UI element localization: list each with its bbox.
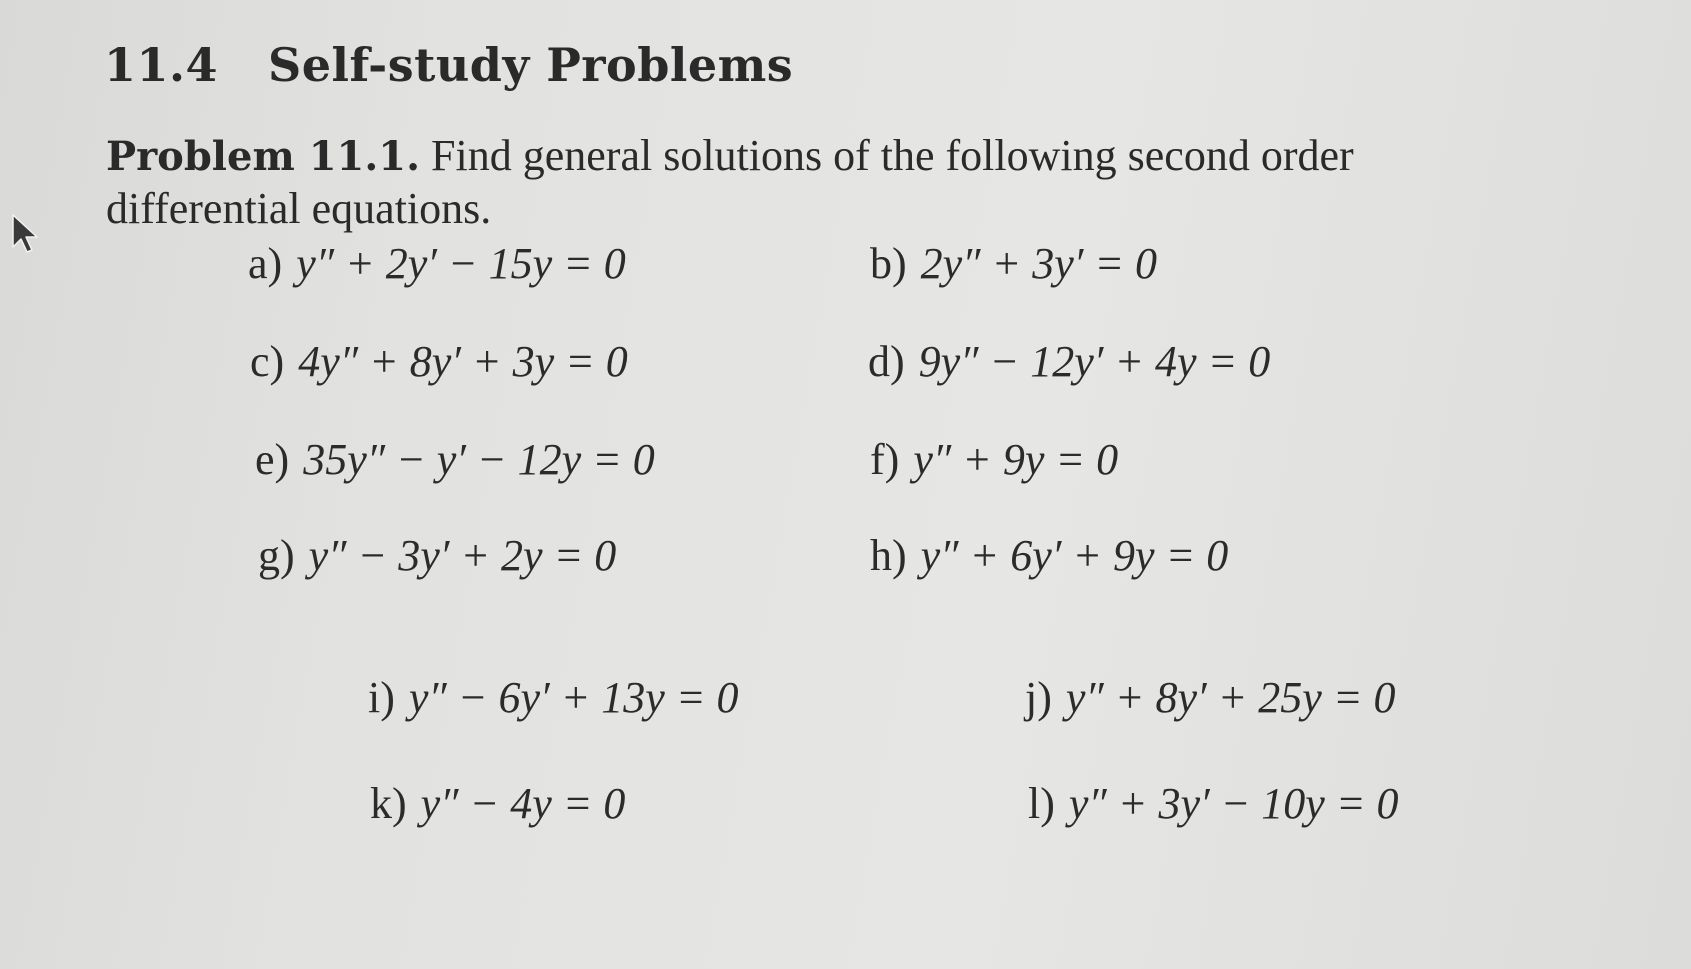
equation-label: e)	[255, 435, 290, 484]
equation-expression: 2y″ + 3y′ = 0	[920, 239, 1158, 288]
equation-label: l)	[1028, 779, 1055, 828]
equation-expression: y″ − 6y′ + 13y = 0	[408, 673, 739, 722]
section-number: 11.4	[104, 38, 219, 92]
equation-f	[870, 434, 1118, 485]
problem-statement	[106, 130, 1486, 235]
equation-g	[258, 530, 616, 581]
equation-expression: 4y″ + 8y′ + 3y = 0	[298, 337, 628, 386]
equation-e	[255, 434, 655, 485]
equation-a	[248, 238, 626, 289]
equation-label: i)	[368, 673, 395, 722]
equation-expression: y″ + 2y′ − 15y = 0	[296, 239, 626, 288]
equation-l	[1028, 778, 1399, 829]
equation-expression: y″ + 8y′ + 25y = 0	[1065, 673, 1396, 722]
mouse-pointer-icon	[10, 213, 40, 255]
equation-label: c)	[250, 337, 285, 386]
equation-d	[868, 336, 1270, 387]
equation-label: k)	[370, 779, 407, 828]
equation-b	[870, 238, 1157, 289]
problem-lead: Problem 11.1.	[106, 133, 421, 180]
equation-label: j)	[1025, 673, 1052, 722]
section-heading	[104, 38, 793, 92]
equation-c	[250, 336, 628, 387]
equation-expression: y″ + 6y′ + 9y = 0	[920, 531, 1229, 580]
equation-i	[368, 672, 739, 723]
equation-expression: 9y″ − 12y′ + 4y = 0	[918, 337, 1271, 386]
equation-expression: y″ − 3y′ + 2y = 0	[308, 531, 617, 580]
equation-expression: 35y″ − y′ − 12y = 0	[303, 435, 655, 484]
equation-label: d)	[868, 337, 905, 386]
equation-label: b)	[870, 239, 907, 288]
equation-k	[370, 778, 625, 829]
equation-h	[870, 530, 1228, 581]
equation-expression: y″ + 3y′ − 10y = 0	[1068, 779, 1399, 828]
equation-j	[1025, 672, 1396, 723]
equation-label: f)	[870, 435, 900, 484]
equation-label: a)	[248, 239, 283, 288]
section-title: Self-study Problems	[268, 38, 794, 92]
equation-label: h)	[870, 531, 907, 580]
problem-text: Find general solutions of the following second order differential equations.	[106, 131, 1354, 233]
equation-label: g)	[258, 531, 295, 580]
equation-expression: y″ − 4y = 0	[420, 779, 626, 828]
equation-expression: y″ + 9y = 0	[913, 435, 1119, 484]
